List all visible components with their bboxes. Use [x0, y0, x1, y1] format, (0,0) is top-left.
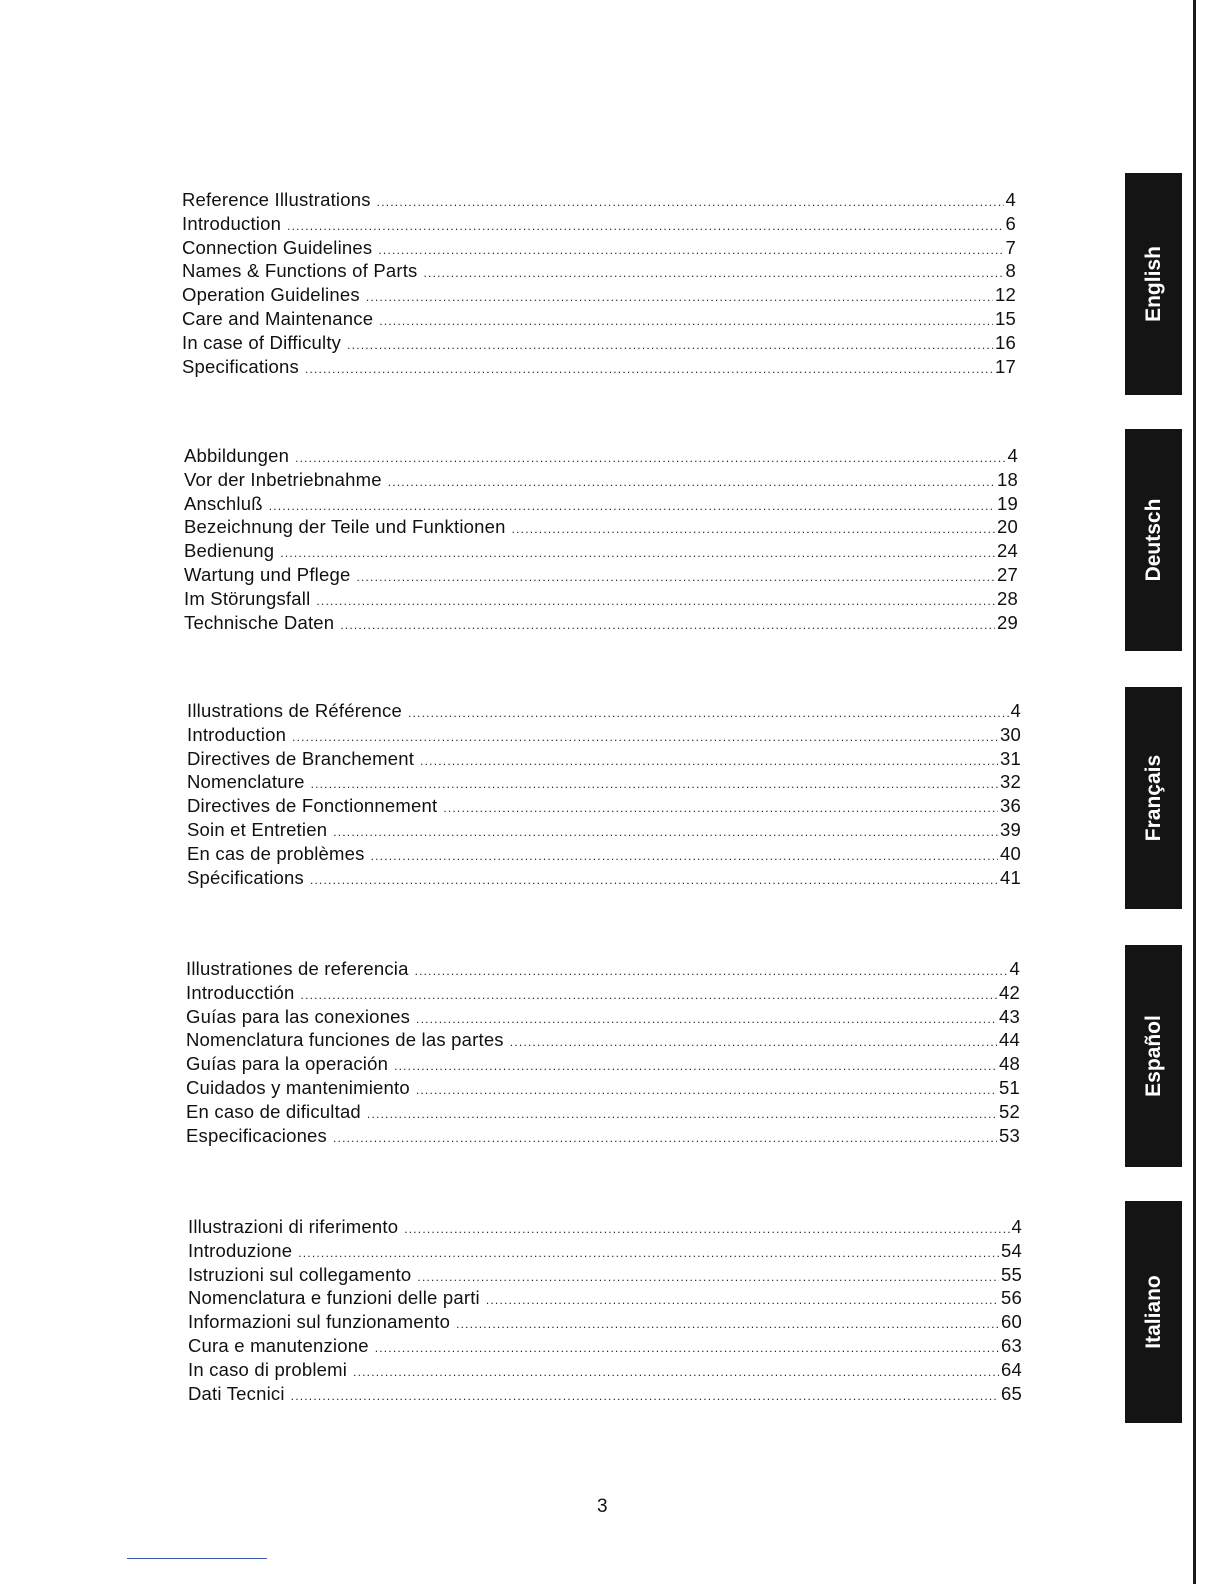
toc-entry-title: Especificaciones	[186, 1124, 327, 1146]
toc-entry-title: In caso di problemi	[188, 1358, 348, 1380]
toc-entry-title: Bedienung	[184, 540, 275, 562]
toc-entry[interactable]	[184, 539, 1018, 563]
toc-leader-dots	[316, 590, 995, 614]
toc-entry[interactable]	[184, 611, 1018, 635]
toc-entry[interactable]	[187, 842, 1021, 866]
toc-entry[interactable]	[187, 770, 1021, 794]
toc-entry-page: 6	[1005, 212, 1016, 234]
toc-entry-title: Wartung und Pflege	[184, 563, 351, 585]
toc-entry-title: In case of Difficulty	[182, 331, 342, 353]
toc-leader-dots	[424, 262, 1004, 286]
toc-leader-dots	[295, 447, 1005, 471]
toc-entry[interactable]	[182, 355, 1016, 379]
toc-leader-dots	[280, 542, 995, 566]
toc-entry-title: Illustrationes de referencia	[186, 958, 409, 979]
toc-entry[interactable]	[182, 283, 1016, 307]
toc-leader-dots	[333, 821, 998, 845]
toc-entry[interactable]	[188, 1286, 1022, 1310]
footer-rule	[127, 1558, 267, 1559]
toc-entry-page: 64	[1001, 1358, 1022, 1380]
toc-entry-title: Directives de Fonctionnement	[187, 795, 438, 817]
toc-entry[interactable]	[186, 1028, 1020, 1052]
toc-entry[interactable]	[187, 747, 1021, 771]
toc-entry-title: Dati Tecnici	[188, 1382, 285, 1404]
toc-entry-page: 42	[999, 981, 1020, 1003]
toc-entry-page: 41	[1000, 866, 1021, 888]
toc-leader-dots	[367, 1103, 997, 1127]
toc-entry-title: Illustrations de Référence	[187, 700, 402, 721]
toc-entry[interactable]	[182, 188, 1016, 212]
toc-entry-title: Names & Functions of Parts	[182, 260, 418, 282]
toc-leader-dots	[512, 518, 995, 542]
toc-entry-page: 53	[999, 1124, 1020, 1146]
toc-entry-page: 19	[997, 492, 1018, 514]
toc-entry-title: Im Störungsfall	[184, 587, 311, 609]
toc-entry-page: 60	[1001, 1311, 1022, 1333]
toc-entry[interactable]	[188, 1382, 1022, 1406]
toc-entry[interactable]	[186, 1052, 1020, 1076]
toc-entry-page: 63	[1001, 1334, 1022, 1356]
toc-entry[interactable]	[187, 723, 1021, 747]
toc-leader-dots	[510, 1031, 997, 1055]
toc-entry-title: Operation Guidelines	[182, 284, 360, 306]
toc-entry-page: 39	[1000, 818, 1021, 840]
toc-entry-title: Care and Maintenance	[182, 307, 374, 329]
toc-entry-page: 4	[1011, 1216, 1022, 1237]
language-tab-english[interactable]	[1125, 173, 1182, 395]
toc-leader-dots	[443, 797, 998, 821]
toc-entry-title: Technische Daten	[184, 611, 335, 633]
toc-entry-page: 18	[997, 468, 1018, 490]
toc-entry-page: 36	[1000, 795, 1021, 817]
toc-entry-title: Istruzioni sul collegamento	[188, 1263, 412, 1285]
language-tab-label: English	[1141, 246, 1165, 322]
toc-leader-dots	[356, 566, 995, 590]
toc-leader-dots	[420, 750, 998, 774]
toc-entry-title: Vor der Inbetriebnahme	[184, 468, 382, 490]
toc-entry-title: Specifications	[182, 355, 299, 377]
toc-entry[interactable]	[188, 1358, 1022, 1382]
toc-entry[interactable]	[184, 587, 1018, 611]
toc-section-espanol	[186, 957, 1020, 1147]
toc-entry-page: 29	[997, 611, 1018, 633]
toc-entry-title: Nomenclature	[187, 771, 305, 793]
toc-entry-title: Bezeichnung der Teile und Funktionen	[184, 516, 506, 538]
toc-entry-page: 31	[1000, 747, 1021, 769]
toc-entry[interactable]	[184, 563, 1018, 587]
toc-entry-title: Reference Illustrations	[182, 189, 371, 210]
toc-entry-title: Spécifications	[187, 866, 304, 888]
toc-entry-title: Abbildungen	[184, 445, 290, 466]
toc-leader-dots	[340, 614, 995, 638]
language-tab-label: Deutsch	[1141, 498, 1165, 582]
toc-entry-page: 32	[1000, 771, 1021, 793]
language-tab-label: Italiano	[1141, 1275, 1165, 1349]
toc-entry[interactable]	[188, 1263, 1022, 1287]
page-number: 3	[597, 1496, 608, 1517]
toc-leader-dots	[486, 1289, 999, 1313]
toc-entry-page: 4	[1007, 445, 1018, 466]
toc-entry-title: Guías para la operación	[186, 1053, 389, 1075]
toc-entry[interactable]	[187, 866, 1021, 890]
toc-leader-dots	[287, 215, 1003, 239]
toc-section-italiano	[188, 1215, 1022, 1405]
toc-entry-title: Cuidados y mantenimiento	[186, 1076, 410, 1098]
toc-entry[interactable]	[186, 1005, 1020, 1029]
toc-entry-page: 24	[997, 540, 1018, 562]
toc-entry-title: Guías para las conexiones	[186, 1005, 411, 1027]
toc-entry[interactable]	[188, 1239, 1022, 1263]
toc-entry[interactable]	[188, 1310, 1022, 1334]
toc-leader-dots	[408, 702, 1009, 726]
toc-entry-page: 17	[995, 355, 1016, 377]
toc-entry-title: Anschluß	[184, 492, 263, 514]
toc-leader-dots	[353, 1361, 999, 1385]
toc-entry-page: 52	[999, 1100, 1020, 1122]
language-tab-espanol[interactable]	[1125, 945, 1182, 1167]
toc-entry-page: 51	[999, 1076, 1020, 1098]
toc-entry-page: 44	[999, 1029, 1020, 1051]
toc-entry-page: 56	[1001, 1287, 1022, 1309]
language-tab-francais[interactable]	[1125, 687, 1182, 909]
toc-entry-page: 7	[1005, 236, 1016, 258]
toc-entry-page: 8	[1005, 260, 1016, 282]
toc-entry-title: Introduction	[187, 723, 287, 745]
toc-entry[interactable]	[186, 1076, 1020, 1100]
toc-entry[interactable]	[186, 957, 1020, 981]
toc-section-english	[182, 188, 1016, 378]
toc-leader-dots	[371, 845, 998, 869]
toc-entry[interactable]	[182, 259, 1016, 283]
toc-section-francais	[187, 699, 1021, 889]
language-tab-label: Español	[1141, 1015, 1165, 1097]
page-edge-line	[1193, 0, 1196, 1584]
toc-entry-title: En caso de dificultad	[186, 1100, 361, 1122]
toc-entry-title: Directives de Branchement	[187, 747, 415, 769]
language-tab-deutsch[interactable]	[1125, 429, 1182, 651]
toc-leader-dots	[333, 1127, 997, 1151]
toc-leader-dots	[378, 239, 1003, 263]
toc-entry-page: 40	[1000, 842, 1021, 864]
toc-entry-page: 43	[999, 1005, 1020, 1027]
toc-entry-page: 55	[1001, 1263, 1022, 1285]
toc-entry-page: 4	[1009, 958, 1020, 979]
toc-entry[interactable]	[184, 492, 1018, 516]
toc-leader-dots	[377, 191, 1004, 215]
toc-entry[interactable]	[182, 212, 1016, 236]
toc-entry[interactable]	[187, 794, 1021, 818]
toc-entry-page: 12	[995, 284, 1016, 306]
toc-entry[interactable]	[184, 515, 1018, 539]
toc-leader-dots	[415, 960, 1008, 984]
toc-leader-dots	[379, 310, 993, 334]
toc-entry[interactable]	[182, 331, 1016, 355]
toc-entry-title: Informazioni sul funzionamento	[188, 1311, 451, 1333]
toc-entry-title: Introduction	[182, 212, 282, 234]
toc-entry[interactable]	[184, 468, 1018, 492]
toc-leader-dots	[347, 334, 993, 358]
toc-leader-dots	[310, 869, 998, 893]
toc-leader-dots	[417, 1266, 999, 1290]
toc-section-deutsch	[184, 444, 1018, 634]
toc-entry[interactable]	[184, 444, 1018, 468]
toc-entry[interactable]	[186, 1124, 1020, 1148]
toc-entry-page: 4	[1005, 189, 1016, 210]
toc-entry[interactable]	[188, 1334, 1022, 1358]
toc-entry-title: Illustrazioni di riferimento	[188, 1216, 399, 1237]
toc-entry[interactable]	[186, 981, 1020, 1005]
toc-entry-title: En cas de problèmes	[187, 842, 365, 864]
toc-leader-dots	[291, 1385, 999, 1409]
toc-entry[interactable]	[182, 307, 1016, 331]
toc-entry-page: 30	[1000, 723, 1021, 745]
toc-entry-title: Soin et Entretien	[187, 818, 328, 840]
toc-entry-title: Connection Guidelines	[182, 236, 373, 258]
toc-entry-title: Nomenclatura funciones de las partes	[186, 1029, 504, 1051]
toc-entry-title: Cura e manutenzione	[188, 1334, 369, 1356]
language-tab-label: Français	[1141, 754, 1165, 842]
toc-leader-dots	[394, 1055, 997, 1079]
toc-leader-dots	[305, 358, 993, 382]
language-tab-italiano[interactable]	[1125, 1201, 1182, 1423]
toc-entry-page: 48	[999, 1053, 1020, 1075]
toc-leader-dots	[416, 1079, 997, 1103]
toc-entry-page: 54	[1001, 1239, 1022, 1261]
toc-entry[interactable]	[187, 818, 1021, 842]
toc-entry[interactable]	[188, 1215, 1022, 1239]
toc-entry-page: 27	[997, 563, 1018, 585]
toc-entry-page: 15	[995, 307, 1016, 329]
toc-entry[interactable]	[182, 236, 1016, 260]
toc-entry[interactable]	[186, 1100, 1020, 1124]
toc-entry-page: 16	[995, 331, 1016, 353]
toc-entry-title: Introducctión	[186, 981, 295, 1003]
toc-leader-dots	[366, 286, 993, 310]
toc-leader-dots	[404, 1218, 1009, 1242]
toc-entry[interactable]	[187, 699, 1021, 723]
toc-entry-page: 28	[997, 587, 1018, 609]
toc-entry-title: Introduzione	[188, 1239, 293, 1261]
toc-entry-page: 20	[997, 516, 1018, 538]
toc-entry-title: Nomenclatura e funzioni delle parti	[188, 1287, 480, 1309]
toc-leader-dots	[375, 1337, 999, 1361]
toc-entry-page: 65	[1001, 1382, 1022, 1404]
toc-leader-dots	[456, 1313, 999, 1337]
toc-entry-page: 4	[1010, 700, 1021, 721]
toc-leader-dots	[388, 471, 995, 495]
